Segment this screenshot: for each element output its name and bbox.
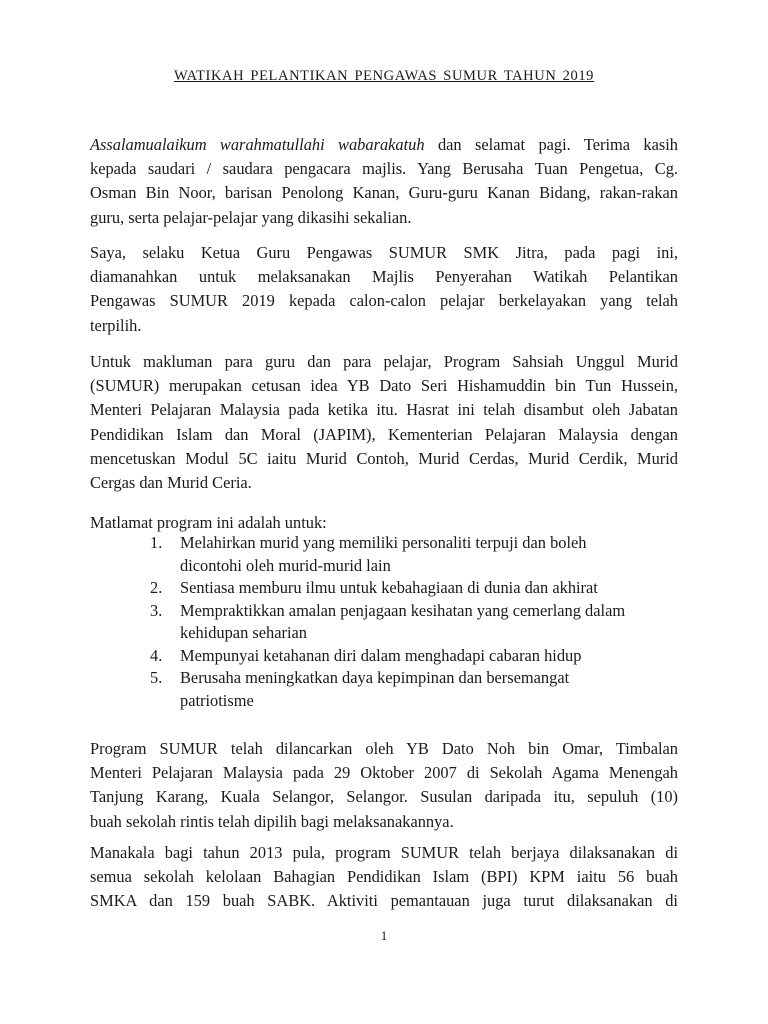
list-item xyxy=(150,667,670,712)
paragraph-line: (SUMUR) merupakan cetusan idea YB Dato Seri Hishamuddin bin Tun Hussein, xyxy=(90,376,678,396)
list-item-text: Sentiasa memburu ilmu untuk kebahagiaan di dunia dan akhirat xyxy=(180,578,598,597)
list-item xyxy=(150,600,670,645)
paragraph-line: Manakala bagi tahun 2013 pula, program SUMUR telah berjaya dilaksanakan di xyxy=(90,843,678,862)
paragraph-line: mencetuskan Modul 5C iaitu Murid Contoh, Murid Cerdas, Murid Cerdik, Murid xyxy=(90,448,678,468)
list-item-text: Mempraktikkan amalan penjagaan kesihatan yang cemerlang dalam xyxy=(180,600,626,620)
paragraph-line: guru, serta pelajar-pelajar yang dikasihi sekalian. xyxy=(90,207,412,227)
list-item-text: Melahirkan murid yang memiliki personaliti terpuji dan boleh xyxy=(180,533,587,552)
list-item-number: 4. xyxy=(150,645,163,665)
greeting-text: Assalamualaikum warahmatullahi wabarakatuh xyxy=(90,135,425,154)
list-item-text: Mempunyai ketahanan diri dalam menghadapi cabaran hidup xyxy=(180,645,582,665)
paragraph-line: kepada saudari / saudara pengacara majlis. Yang Berusaha Tuan Pengetua, Cg. xyxy=(90,159,678,179)
paragraph-line: semua sekolah kelolaan Bahagian Pendidikan Islam (BPI) KPM iaitu 56 buah xyxy=(90,867,678,887)
list-item xyxy=(150,532,670,577)
paragraph-line: Cergas dan Murid Ceria. xyxy=(90,473,252,493)
list-item-number: 3. xyxy=(150,600,163,620)
list-item-text-cont: kehidupan seharian xyxy=(180,623,307,642)
list-item-number: 1. xyxy=(150,533,163,552)
paragraph-line: Untuk makluman para guru dan para pelajar, Program Sahsiah Unggul Murid xyxy=(90,352,678,371)
paragraph-line: Menteri Pelajaran Malaysia pada 29 Oktober 2007 di Sekolah Agama Menengah xyxy=(90,763,678,783)
paragraph-sumur-background xyxy=(90,350,678,495)
paragraph-line: terpilih. xyxy=(90,315,142,335)
paragraph-greeting xyxy=(90,133,678,230)
paragraph-line: Osman Bin Noor, barisan Penolong Kanan, Guru-guru Kanan Bidang, rakan-rakan xyxy=(90,183,678,203)
paragraph-launch xyxy=(90,737,678,834)
goals-list xyxy=(150,532,670,712)
paragraph-line xyxy=(90,133,678,157)
list-item xyxy=(150,577,670,600)
greeting-line-rest: dan selamat pagi. Terima kasih xyxy=(424,135,679,154)
paragraph-line: Pendidikan Islam dan Moral (JAPIM), Kementerian Pelajaran Malaysia dengan xyxy=(90,424,678,444)
page-number: 1 xyxy=(380,928,388,943)
list-item-number: 2. xyxy=(150,578,163,597)
document-title: WATIKAH PELANTIKAN PENGAWAS SUMUR TAHUN 2019 xyxy=(173,68,595,84)
paragraph-introduction xyxy=(90,241,678,338)
paragraph-2013 xyxy=(90,841,678,914)
list-item-text: Berusaha meningkatkan daya kepimpinan dan bersemangat xyxy=(180,668,570,687)
paragraph-line: diamanahkan untuk melaksanakan Majlis Penyerahan Watikah Pelantikan xyxy=(90,267,678,287)
paragraph-line: Program SUMUR telah dilancarkan oleh YB Dato Noh bin Omar, Timbalan xyxy=(90,739,678,758)
paragraph-line: Menteri Pelajaran Malaysia pada ketika itu. Hasrat ini telah disambut oleh Jabatan xyxy=(90,400,678,420)
list-item-text-cont: patriotisme xyxy=(180,690,254,710)
paragraph-line: Pengawas SUMUR 2019 kepada calon-calon pelajar berkelayakan yang telah xyxy=(90,291,678,311)
paragraph-line: Tanjung Karang, Kuala Selangor, Selangor. Susulan daripada itu, sepuluh (10) xyxy=(90,787,678,807)
list-item xyxy=(150,645,670,668)
list-item-text-cont: dicontohi oleh murid-murid lain xyxy=(180,555,391,575)
goals-intro: Matlamat program ini adalah untuk: xyxy=(90,513,327,532)
paragraph-line: Saya, selaku Ketua Guru Pengawas SUMUR SMK Jitra, pada pagi ini, xyxy=(90,243,678,262)
list-item-number: 5. xyxy=(150,668,163,687)
paragraph-line: buah sekolah rintis telah dipilih bagi melaksanakannya. xyxy=(90,811,454,831)
paragraph-line: SMKA dan 159 buah SABK. Aktiviti pemantauan juga turut dilaksanakan di xyxy=(90,891,678,911)
